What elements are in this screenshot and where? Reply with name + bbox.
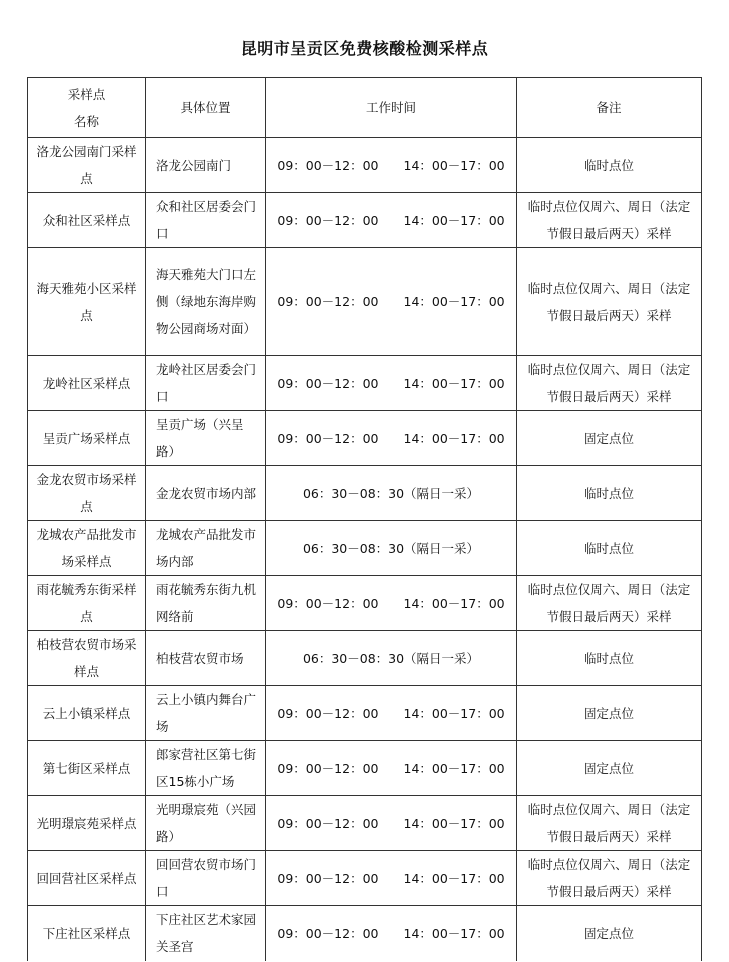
table-row [28, 906, 702, 961]
table-row [28, 686, 702, 741]
cell-note: 临时点位仅周六、周日（法定节假日最后两天）采样 [517, 356, 702, 411]
table-row [28, 248, 702, 356]
cell-hours: 09：00－12：00 14：00－17：00 [266, 686, 517, 741]
cell-note: 临时点位仅周六、周日（法定节假日最后两天）采样 [517, 193, 702, 248]
cell-name: 第七街区采样点 [28, 741, 146, 796]
cell-hours: 09：00－12：00 14：00－17：00 [266, 796, 517, 851]
cell-location: 云上小镇内舞台广场 [146, 686, 266, 741]
cell-name: 龙岭社区采样点 [28, 356, 146, 411]
cell-note: 临时点位仅周六、周日（法定节假日最后两天）采样 [517, 796, 702, 851]
table-header-row [28, 78, 702, 138]
cell-location: 下庄社区艺术家园关圣宫 [146, 906, 266, 961]
cell-hours: 09：00－12：00 14：00－17：00 [266, 741, 517, 796]
cell-location: 众和社区居委会门口 [146, 193, 266, 248]
cell-name: 云上小镇采样点 [28, 686, 146, 741]
cell-hours: 09：00－12：00 14：00－17：00 [266, 576, 517, 631]
cell-hours: 09：00－12：00 14：00－17：00 [266, 356, 517, 411]
cell-note: 临时点位 [517, 466, 702, 521]
header-name: 采样点 名称 [28, 78, 146, 138]
cell-location: 龙岭社区居委会门口 [146, 356, 266, 411]
table-row [28, 576, 702, 631]
cell-location: 洛龙公园南门 [146, 138, 266, 193]
cell-name: 海天雅苑小区采样点 [28, 248, 146, 356]
table-row [28, 356, 702, 411]
table-row [28, 631, 702, 686]
cell-name: 光明璟宸苑采样点 [28, 796, 146, 851]
cell-name: 众和社区采样点 [28, 193, 146, 248]
table-row [28, 851, 702, 906]
cell-hours: 09：00－12：00 14：00－17：00 [266, 906, 517, 961]
cell-location: 金龙农贸市场内部 [146, 466, 266, 521]
table-row [28, 466, 702, 521]
table-row [28, 138, 702, 193]
cell-note: 固定点位 [517, 686, 702, 741]
cell-location: 光明璟宸苑（兴园路） [146, 796, 266, 851]
cell-hours: 06：30－08：30（隔日一采） [266, 466, 517, 521]
cell-name: 呈贡广场采样点 [28, 411, 146, 466]
cell-hours: 06：30－08：30（隔日一采） [266, 521, 517, 576]
cell-note: 临时点位仅周六、周日（法定节假日最后两天）采样 [517, 576, 702, 631]
cell-hours: 09：00－12：00 14：00－17：00 [266, 193, 517, 248]
cell-hours: 09：00－12：00 14：00－17：00 [266, 138, 517, 193]
cell-note: 固定点位 [517, 741, 702, 796]
cell-location: 雨花毓秀东街九机网络前 [146, 576, 266, 631]
cell-note: 临时点位 [517, 521, 702, 576]
cell-note: 固定点位 [517, 906, 702, 961]
cell-note: 固定点位 [517, 411, 702, 466]
cell-hours: 09：00－12：00 14：00－17：00 [266, 248, 517, 356]
cell-location: 海天雅苑大门口左侧（绿地东海岸购物公园商场对面） [146, 248, 266, 356]
page-title: 昆明市呈贡区免费核酸检测采样点 [240, 39, 489, 58]
cell-hours: 06：30－08：30（隔日一采） [266, 631, 517, 686]
cell-note: 临时点位 [517, 631, 702, 686]
cell-location: 柏枝营农贸市场 [146, 631, 266, 686]
cell-note: 临时点位 [517, 138, 702, 193]
header-hours: 工作时间 [266, 78, 517, 138]
cell-name: 柏枝营农贸市场采样点 [28, 631, 146, 686]
cell-location: 回回营农贸市场门口 [146, 851, 266, 906]
cell-name: 金龙农贸市场采样点 [28, 466, 146, 521]
sampling-points-table [27, 77, 702, 961]
table-row [28, 411, 702, 466]
table-row [28, 796, 702, 851]
cell-hours: 09：00－12：00 14：00－17：00 [266, 851, 517, 906]
cell-location: 龙城农产品批发市场内部 [146, 521, 266, 576]
table-row [28, 741, 702, 796]
cell-location: 呈贡广场（兴呈路） [146, 411, 266, 466]
cell-name: 龙城农产品批发市场采样点 [28, 521, 146, 576]
cell-name: 回回营社区采样点 [28, 851, 146, 906]
table-row [28, 521, 702, 576]
cell-name: 雨花毓秀东街采样点 [28, 576, 146, 631]
cell-hours: 09：00－12：00 14：00－17：00 [266, 411, 517, 466]
header-location: 具体位置 [146, 78, 266, 138]
cell-note: 临时点位仅周六、周日（法定节假日最后两天）采样 [517, 248, 702, 356]
cell-name: 下庄社区采样点 [28, 906, 146, 961]
table-row [28, 193, 702, 248]
cell-location: 郎家营社区第七街区15栋小广场 [146, 741, 266, 796]
cell-name: 洛龙公园南门采样点 [28, 138, 146, 193]
header-note: 备注 [517, 78, 702, 138]
cell-note: 临时点位仅周六、周日（法定节假日最后两天）采样 [517, 851, 702, 906]
